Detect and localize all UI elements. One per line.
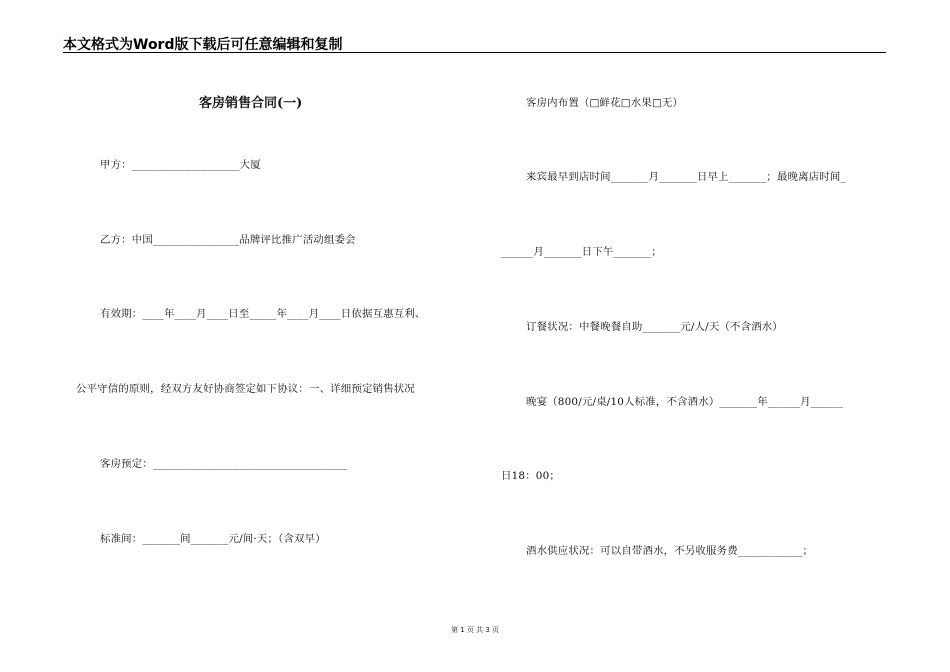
agreement-line: 公平守信的原则，经双方友好协商签定如下协议：一、详细预定销售状况	[76, 383, 415, 395]
party-b-line: 乙方：中国________________品牌评比推广活动组委会	[100, 234, 356, 246]
header-divider	[63, 52, 886, 53]
document-title: 客房销售合同(一)	[199, 96, 303, 111]
room-decor-line: 客房内布置（□鲜花□水果□无）	[526, 97, 684, 109]
banquet-time-line: 日18：00；	[501, 470, 561, 482]
catering-line: 订餐状况：中餐晚餐自助_______元/人/天（不含酒水）	[526, 321, 783, 333]
validity-line: 有效期：____年____月____日至_____年____月____日依据互惠互利、	[100, 308, 426, 320]
room-booking-line: 客房预定：____________________________________	[100, 458, 348, 470]
standard-room-line: 标准间：_______间_______元/间·天；（含双早）	[100, 533, 326, 545]
banquet-line: 晚宴（800/元/桌/10人标准，不含酒水）_______年______月______	[526, 396, 844, 408]
departure-time-line: ______月_______日下午_______；	[501, 246, 662, 258]
document-header: 本文格式为Word版下载后可任意编辑和复制	[63, 37, 343, 53]
party-a-line: 甲方：____________________大厦	[100, 159, 261, 171]
arrival-time-line: 来宾最早到店时间_______月_______日早上_______；最晚离店时间_	[526, 171, 846, 183]
page-number: 第 1 页 共 3 页	[450, 626, 500, 634]
beverage-line: 酒水供应状况：可以自带酒水，不另收服务费____________；	[526, 545, 814, 557]
